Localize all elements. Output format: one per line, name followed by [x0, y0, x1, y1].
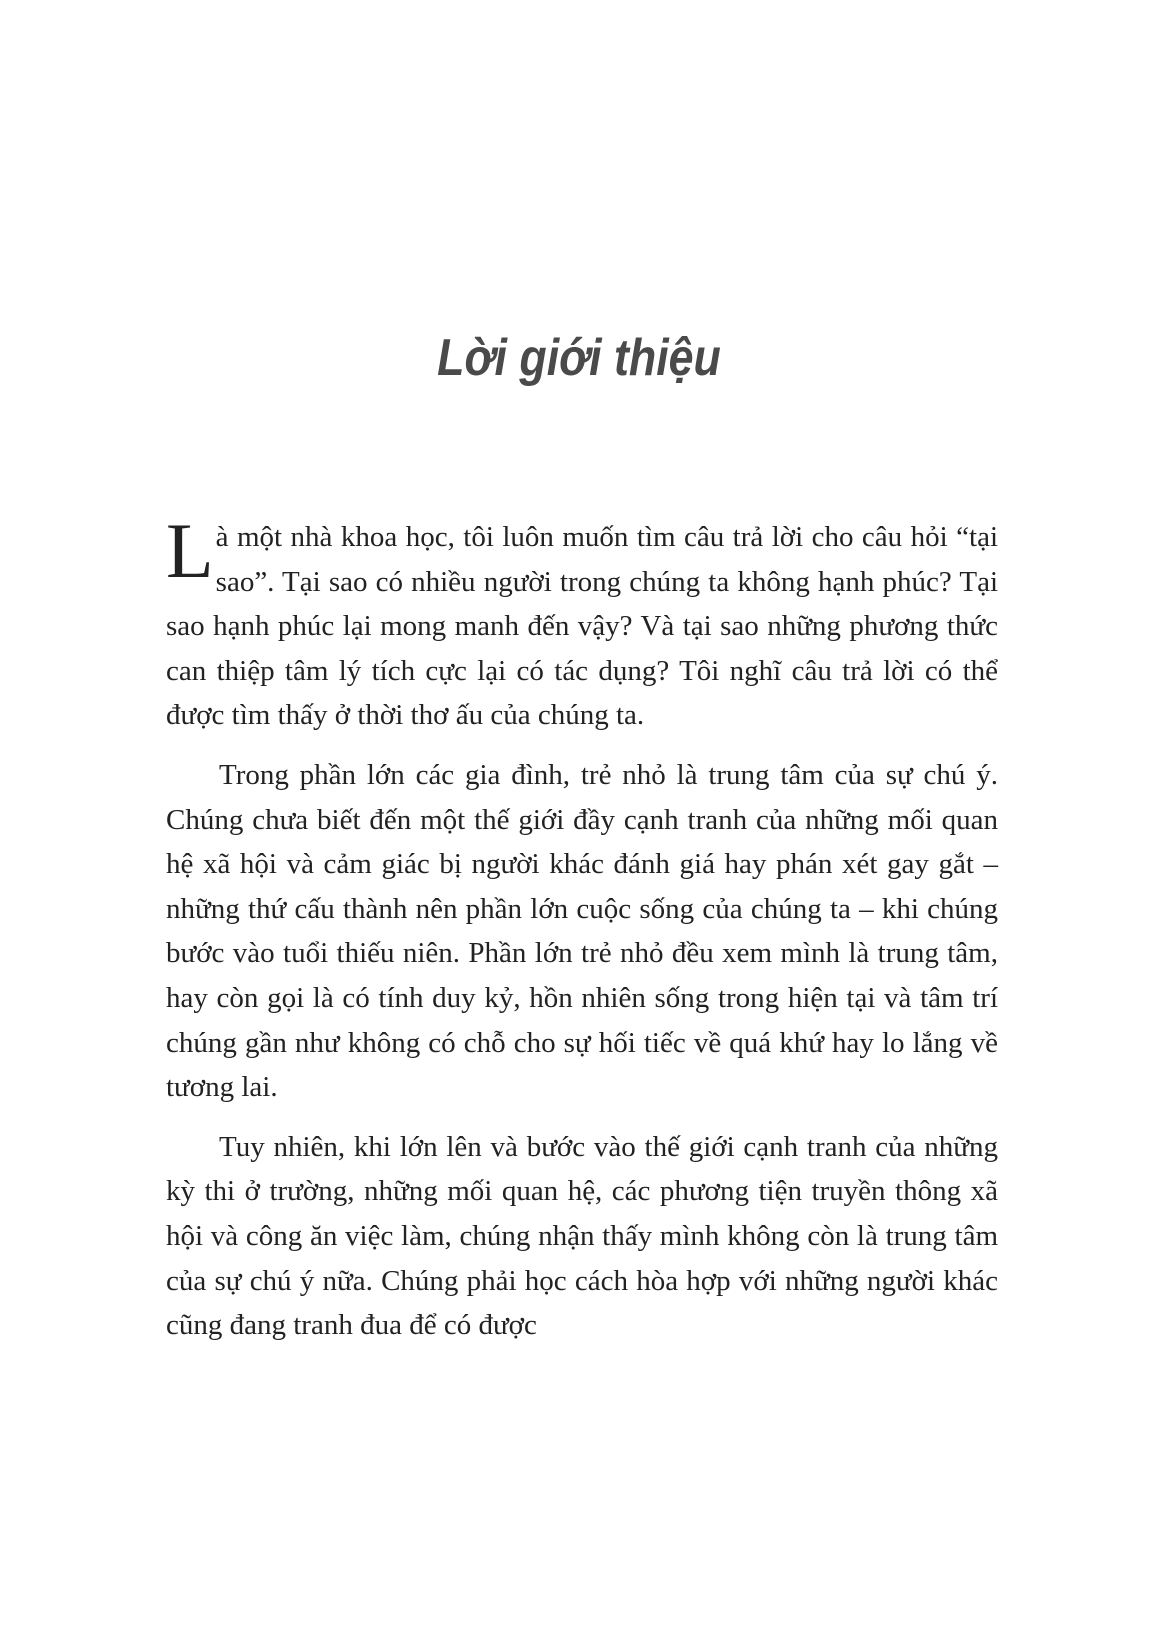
drop-cap: L [166, 507, 214, 594]
body-text [166, 507, 998, 1348]
paragraph: Tuy nhiên, khi lớn lên và bước vào thế giới cạnh tranh của những kỳ thi ở trường, những mối quan hệ, các phương tiện truyền thông xã hội và công ăn việc làm, chúng nhận thấy mình không còn là trung tâm của sự chú ý nữa. Chúng phải học cách hòa hợp với những người khác cũng đang tranh đua để có được [166, 1130, 998, 1342]
paragraph-text: à một nhà khoa học, tôi luôn muốn tìm câu trả lời cho câu hỏi “tại sao”. Tại sao có nhiều người trong chúng ta không hạnh phúc? Tại sao hạnh phúc lại mong manh đến vậy? Và tại sao những phương thức can thiệp tâm lý tích cực lại có tác dụng? Tôi nghĩ câu trả lời có thể được tìm thấy ở thời thơ ấu của chúng ta. [166, 521, 998, 732]
paragraph: Trong phần lớn các gia đình, trẻ nhỏ là trung tâm của sự chú ý. Chúng chưa biết đến một thế giới đầy cạnh tranh của những mối quan hệ xã hội và cảm giác bị người khác đánh giá hay phán xét gay gắt – những thứ cấu thành nên phần lớn cuộc sống của chúng ta – khi chúng bước vào tuổi thiếu niên. Phần lớn trẻ nhỏ đều xem mình là trung tâm, hay còn gọi là có tính duy kỷ, hồn nhiên sống trong hiện tại và tâm trí chúng gần như không có chỗ cho sự hối tiếc về quá khứ hay lo lắng về tương lai. [166, 758, 998, 1104]
paragraph [166, 507, 998, 738]
chapter-title: Lời giới thiệu [437, 329, 721, 387]
